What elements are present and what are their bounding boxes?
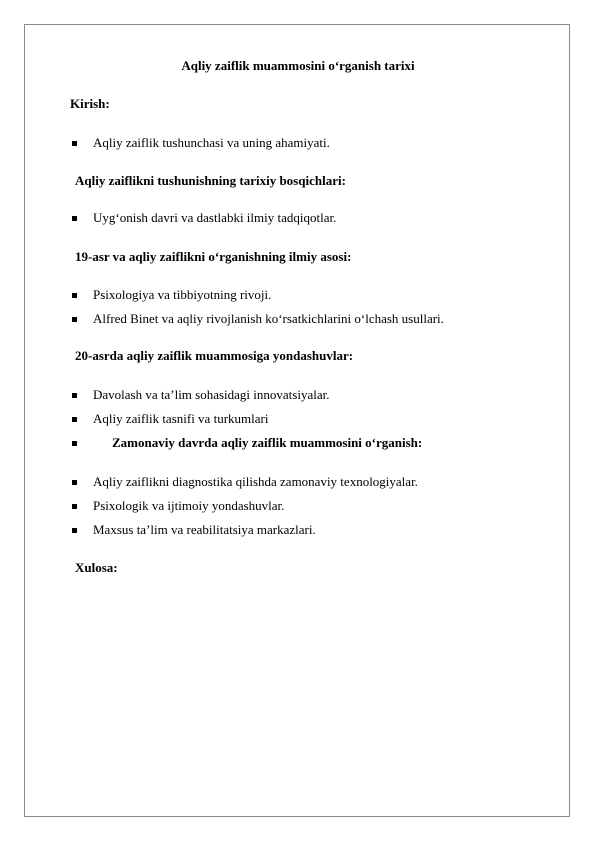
list-item-text: Aqliy zaiflik tushunchasi va uning ahamiyati. xyxy=(93,135,330,150)
bullet-icon xyxy=(72,480,77,485)
list-item xyxy=(72,474,418,490)
list-item xyxy=(72,522,316,538)
list-item-text: Psixologik va ijtimoiy yondashuvlar. xyxy=(93,498,285,513)
section-heading-historical-stages: Aqliy zaiflikni tushunishning tarixiy bosqichlari: xyxy=(75,173,346,188)
list-item-text: Maxsus ta’lim va reabilitatsiya markazlari. xyxy=(93,522,316,537)
bullet-icon xyxy=(72,216,77,221)
conclusion-heading: Xulosa: xyxy=(75,560,118,575)
section-heading-20th-century: 20-asrda aqliy zaiflik muammosiga yondashuvlar: xyxy=(75,348,354,363)
list-item-text: Davolash va ta’lim sohasidagi innovatsiyalar. xyxy=(93,387,330,402)
intro-heading: Kirish: xyxy=(70,96,110,111)
list-item-text: Aqliy zaiflik tasnifi va turkumlari xyxy=(93,411,269,426)
list-item xyxy=(72,498,285,514)
list-item xyxy=(72,311,444,327)
bullet-icon xyxy=(72,293,77,298)
bullet-icon xyxy=(72,417,77,422)
list-item-text: Aqliy zaiflikni diagnostika qilishda zamonaviy texnologiyalar. xyxy=(93,474,418,489)
bullet-icon xyxy=(72,393,77,398)
list-item xyxy=(72,287,272,303)
bullet-icon xyxy=(72,504,77,509)
bullet-icon xyxy=(72,141,77,146)
list-item xyxy=(72,210,337,226)
bullet-icon xyxy=(72,441,77,446)
bullet-icon xyxy=(72,317,77,322)
list-item xyxy=(72,135,330,151)
list-item xyxy=(72,387,330,403)
document-title: Aqliy zaiflik muammosini o‘rganish tarixi xyxy=(181,58,415,73)
bullet-icon xyxy=(72,528,77,533)
section-heading-modern-era: Zamonaviy davrda aqliy zaiflik muammosini o‘rganish: xyxy=(112,435,423,450)
list-item-text: Psixologiya va tibbiyotning rivoji. xyxy=(93,287,272,302)
list-item-text: Uyg‘onish davri va dastlabki ilmiy tadqiqotlar. xyxy=(93,210,337,225)
list-item-text: Alfred Binet va aqliy rivojlanish ko‘rsatkichlarini o‘lchash usullari. xyxy=(93,311,444,326)
list-item-heading xyxy=(72,435,423,451)
section-heading-19th-century: 19-asr va aqliy zaiflikni o‘rganishning ilmiy asosi: xyxy=(75,249,352,264)
list-item xyxy=(72,411,269,427)
